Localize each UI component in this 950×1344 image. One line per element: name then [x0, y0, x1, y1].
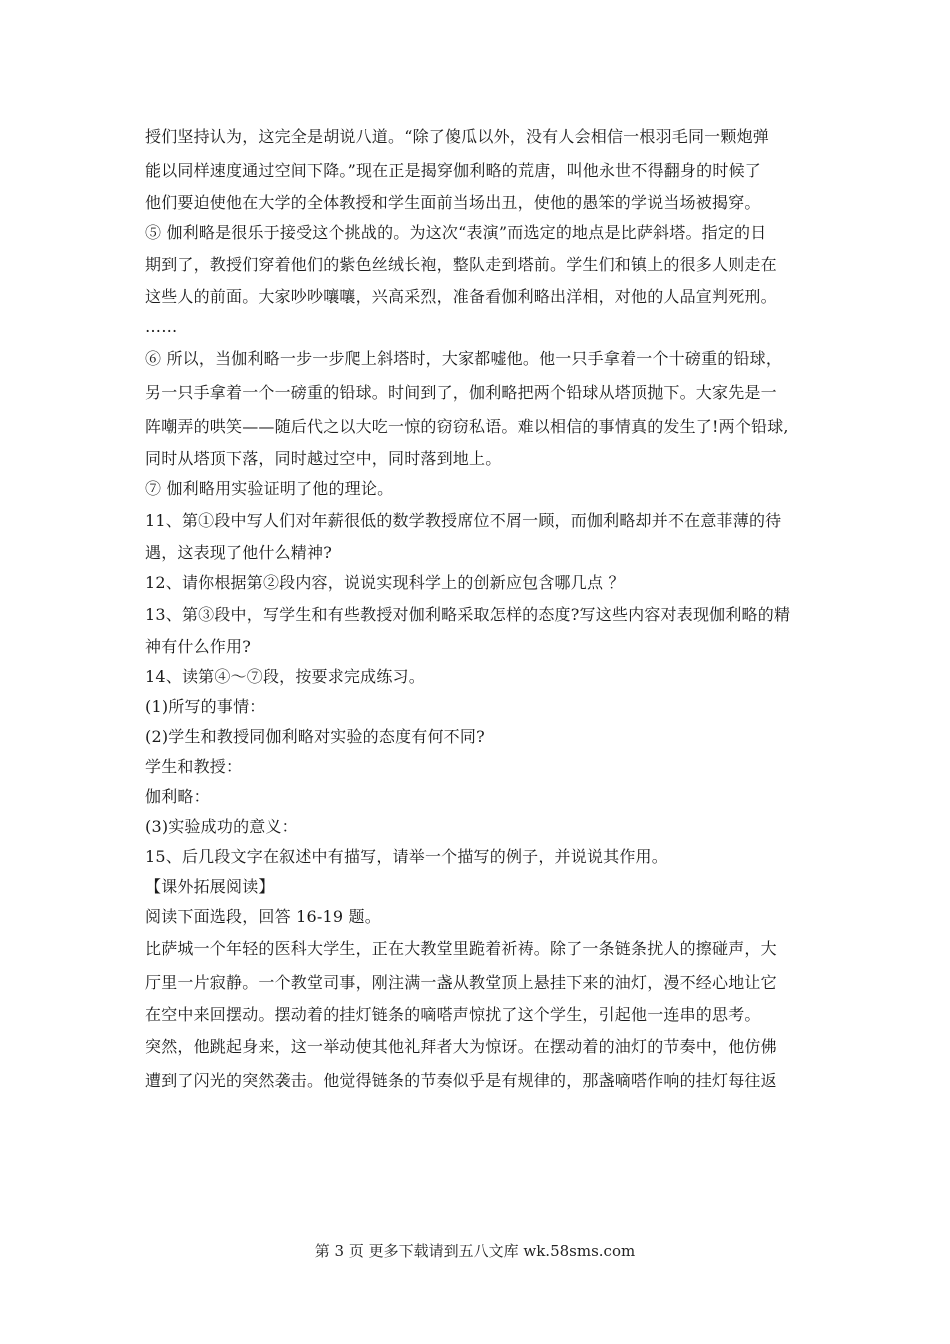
body-text	[145, 120, 815, 1098]
page-footer: 第 3 页 更多下载请到五八文库 wk.58sms.com	[314, 1242, 636, 1260]
question-line: 15、后几段文字在叙述中有描写，请举一个描写的例子，并说说其作用。	[145, 847, 668, 866]
text-line: 在空中来回摆动。摆动着的挂灯链条的嘀嗒声惊扰了这个学生，引起他一连串的思考。	[145, 1005, 761, 1024]
question-line: (1)所写的事情：	[145, 697, 266, 716]
text-line: 另一只手拿着一个一磅重的铅球。时间到了，伽利略把两个铅球从塔顶抛下。大家先是一	[145, 383, 777, 402]
text-line: 期到了，教授们穿着他们的紫色丝绒长袍，整队走到塔前。学生们和镇上的很多人则走在	[145, 255, 777, 274]
text-line: 同时从塔顶下落，同时越过空中，同时落到地上。	[145, 449, 502, 468]
text-line: ⑦ 伽利略用实验证明了他的理论。	[145, 479, 394, 498]
text-line: 能以同样速度通过空间下降。”现在正是揭穿伽利略的荒唐，叫他永世不得翻身的时候了	[145, 161, 761, 180]
text-line: 阵嘲弄的哄笑——随后代之以大吃一惊的窃窃私语。难以相信的事情真的发生了!两个铅球,	[145, 417, 789, 436]
text-line: 厅里一片寂静。一个教堂司事，刚注满一盏从教堂顶上悬挂下来的油灯，漫不经心地让它	[145, 973, 777, 992]
question-line: (3)实验成功的意义：	[145, 817, 298, 836]
text-line: 这些人的前面。大家吵吵嚷嚷，兴高采烈，准备看伽利略出洋相，对他的人品宣判死刑。	[145, 287, 777, 306]
text-line: ⑥ 所以，当伽利略一步一步爬上斜塔时，大家都嘘他。他一只手拿着一个十磅重的铅球，	[145, 349, 783, 368]
section-heading: 【课外拓展阅读】	[145, 877, 275, 896]
question-line: 14、读第④～⑦段，按要求完成练习。	[145, 667, 425, 686]
instruction-line: 阅读下面选段，回答 16-19 题。	[145, 907, 381, 926]
question-line: 11、第①段中写人们对年薪很低的数学教授席位不屑一顾，而伽利略却并不在意菲薄的待	[145, 511, 782, 530]
question-line: 神有什么作用?	[145, 637, 251, 656]
question-line: 伽利略：	[145, 787, 210, 806]
text-line: 比萨城一个年轻的医科大学生，正在大教堂里跪着祈祷。除了一条链条扰人的擦碰声，大	[145, 939, 777, 958]
text-line: ……	[145, 317, 178, 336]
text-line: 遭到了闪光的突然袭击。他觉得链条的节奏似乎是有规律的，那盏嘀嗒作响的挂灯每往返	[145, 1071, 777, 1090]
question-line: 学生和教授：	[145, 757, 243, 776]
text-line: 他们要迫使他在大学的全体教授和学生面前当场出丑，使他的愚笨的学说当场被揭穿。	[145, 193, 761, 212]
question-line: 遇，这表现了他什么精神?	[145, 543, 332, 562]
text-line: ⑤ 伽利略是很乐于接受这个挑战的。为这次“表演”而选定的地点是比萨斜塔。指定的日	[145, 223, 767, 242]
question-line: (2)学生和教授同伽利略对实验的态度有何不同?	[145, 727, 485, 746]
text-line: 授们坚持认为，这完全是胡说八道。“除了傻瓜以外，没有人会相信一根羽毛同一颗炮弹	[145, 127, 769, 146]
question-line: 13、第③段中，写学生和有些教授对伽利略采取怎样的态度?写这些内容对表现伽利略的精	[145, 605, 791, 624]
question-line: 12、请你根据第②段内容，说说实现科学上的创新应包含哪几点 ？	[145, 573, 625, 592]
text-line: 突然，他跳起身来，这一举动使其他礼拜者大为惊讶。在摆动着的油灯的节奏中，他仿佛	[145, 1037, 777, 1056]
